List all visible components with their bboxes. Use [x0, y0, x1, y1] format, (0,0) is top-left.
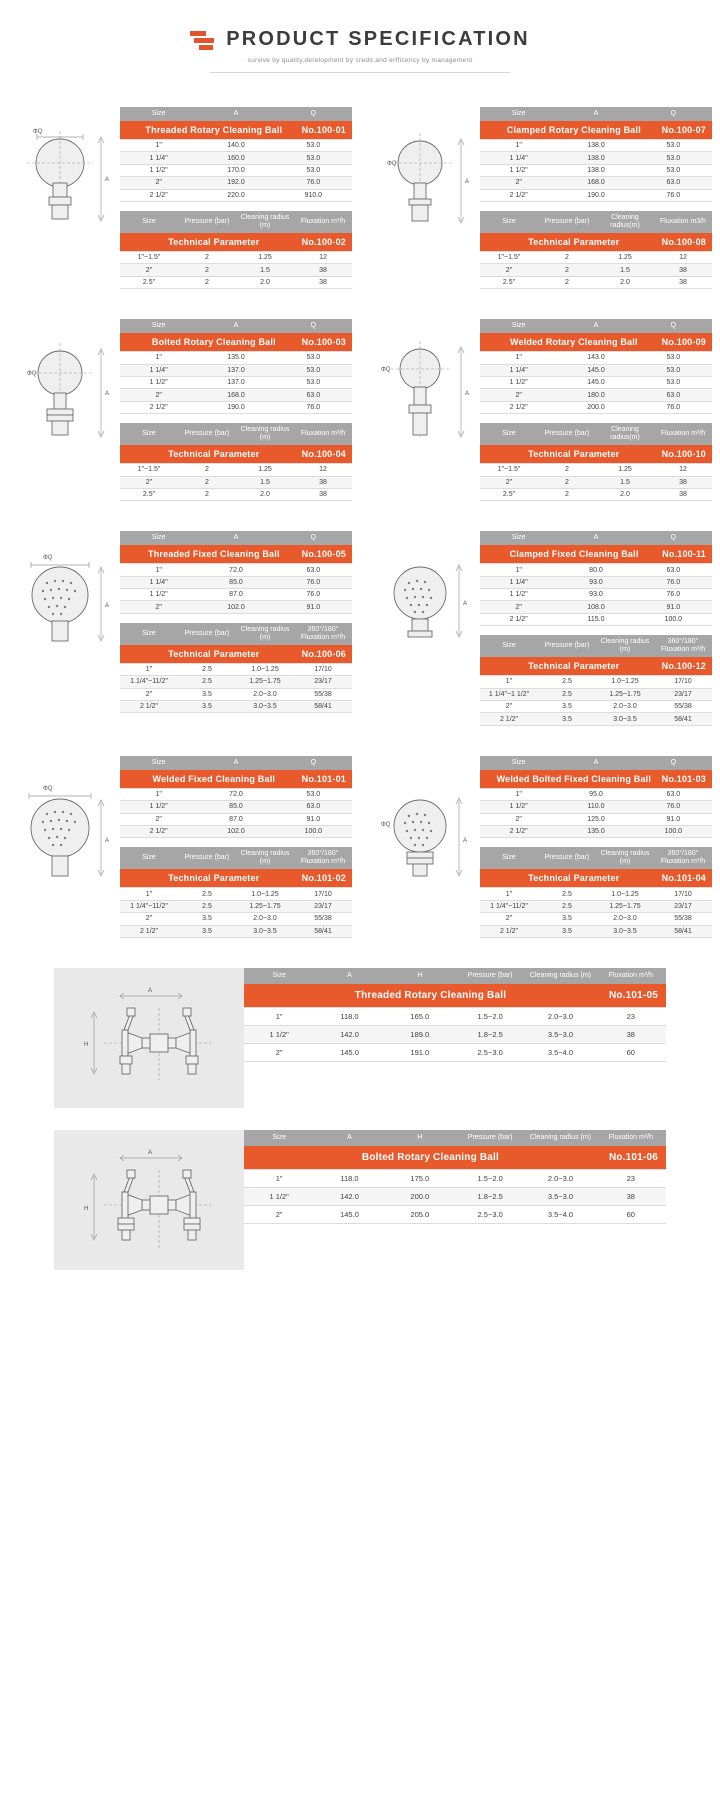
spec-table	[120, 756, 352, 839]
col-header: Size	[480, 531, 557, 545]
col-header: Size	[480, 211, 538, 233]
spec-title: Threaded Fixed Cleaning Ball	[148, 549, 280, 560]
col-header: Q	[635, 531, 712, 545]
col-header: 360°/180° Fluxation m³/h	[294, 623, 352, 645]
table-row: 2" 2 1.5 38	[480, 264, 712, 276]
table-row: 1" 95.0 63.0	[480, 788, 712, 800]
table-row: 2" 3.5 2.0~3.0 55/38	[480, 701, 712, 713]
tech-no: No.100-04	[301, 449, 346, 460]
col-header: Pressure (bar)	[178, 211, 236, 233]
tech-title: Technical Parameter	[168, 237, 260, 248]
figure-welded-bolted-fixed	[370, 756, 480, 888]
block-row-4	[0, 756, 720, 938]
table-row: 1 1/4" 138.0 53.0	[480, 152, 712, 164]
col-header: Fluxation m³/h	[596, 1130, 666, 1146]
panel-title: Bolted Rotary Cleaning Ball	[361, 1151, 500, 1163]
svg-text:A: A	[148, 987, 153, 994]
svg-text:A: A	[105, 391, 110, 398]
col-header: Fluxation m³/h	[294, 211, 352, 233]
col-header: A	[197, 107, 274, 121]
tech-table	[480, 847, 712, 938]
spec-table	[120, 319, 352, 414]
table-row: 2" 87.0 91.0	[120, 813, 352, 825]
drawing-rotary-ball	[373, 121, 477, 231]
table-row: 2 1/2" 3.5 3.0~3.5 58/41	[120, 925, 352, 937]
col-header: Size	[480, 423, 538, 445]
table-row: 2.5" 2 2.0 38	[120, 276, 352, 288]
svg-text:A: A	[463, 601, 468, 608]
col-header: Pressure (bar)	[178, 423, 236, 445]
panel-no: No.101-05	[608, 989, 658, 1001]
table-row: 1" 138.0 53.0	[480, 140, 712, 152]
figure-bolted-rotary-assembly	[54, 1130, 244, 1270]
table-row: 1 1/2" 110.0 76.0	[480, 801, 712, 813]
table-row: 2" 180.0 63.0	[480, 389, 712, 401]
col-header: Size	[480, 635, 538, 657]
tech-table	[120, 423, 352, 501]
svg-text:A: A	[465, 391, 470, 398]
col-header: A	[197, 756, 274, 770]
col-header: Cleaning radius (m)	[236, 423, 294, 445]
svg-text:ΦQ: ΦQ	[43, 555, 53, 562]
tables-threaded-fixed	[120, 531, 352, 713]
col-header: Fluxation m³/h	[596, 968, 666, 984]
spec-title: Welded Rotary Cleaning Ball	[509, 337, 638, 348]
panel-no: No.101-06	[608, 1151, 658, 1163]
spec-no: No.100-05	[301, 549, 346, 560]
table-row: 2.5" 2 2.0 38	[480, 276, 712, 288]
figure-bolted-rotary	[10, 319, 120, 445]
drawing-fixed-ball	[13, 545, 117, 655]
tables-welded-fixed	[120, 756, 352, 938]
table-row: 2 1/2" 190.0 76.0	[120, 401, 352, 413]
table-row: 1 1/2" 85.0 63.0	[120, 801, 352, 813]
table-row: 2" 102.0 91.0	[120, 601, 352, 613]
table-row: 2" 192.0 76.0	[120, 177, 352, 189]
table-row: 1" 118.0 165.0 1.5~2.0 2.0~3.0 23	[244, 1007, 666, 1025]
block-clamped-fixed-cleaning-ball	[360, 531, 720, 726]
col-header: Size	[120, 319, 197, 333]
col-header: Size	[244, 968, 314, 984]
col-header: Pressure (bar)	[178, 623, 236, 645]
col-header: Cleaning radius (m)	[236, 623, 294, 645]
svg-text:ΦQ: ΦQ	[43, 785, 53, 792]
tables-bolted-rotary	[120, 319, 352, 501]
col-header: A	[314, 1130, 384, 1146]
col-header: Pressure (bar)	[538, 635, 596, 657]
table-row: 2" 168.0 63.0	[480, 177, 712, 189]
table-row: 2" 145.0 191.0 2.5~3.0 3.5~4.0 60	[244, 1043, 666, 1061]
col-header: Size	[480, 319, 557, 333]
table-row: 2" 145.0 205.0 2.5~3.0 3.5~4.0 60	[244, 1205, 666, 1223]
col-header: Cleaning radius (m)	[525, 1130, 595, 1146]
drawing-rotary-assembly	[64, 968, 234, 1108]
tech-title: Technical Parameter	[528, 449, 620, 460]
table-row: 2" 2 1.5 38	[120, 476, 352, 488]
table-row: 2.5" 2 2.0 38	[120, 488, 352, 500]
col-header: Cleaning radius (m)	[525, 968, 595, 984]
tech-title: Technical Parameter	[168, 873, 260, 884]
col-header: A	[557, 319, 634, 333]
col-header: Cleaning radius(m)	[596, 211, 654, 233]
col-header: Q	[275, 756, 352, 770]
col-header: Cleaning radius (m)	[236, 847, 294, 869]
svg-text:ΦQ: ΦQ	[381, 367, 391, 374]
col-header: A	[557, 756, 634, 770]
spec-title: Clamped Rotary Cleaning Ball	[506, 125, 641, 136]
panel-table	[244, 1130, 666, 1224]
table-row: 2 1/2" 115.0 100.0	[480, 613, 712, 625]
table-row: 1 1/4" 145.0 53.0	[480, 364, 712, 376]
col-header: 360°/180° Fluxation m³/h	[654, 847, 712, 869]
tables-welded-bolted-fixed	[480, 756, 712, 938]
spec-title: Welded Fixed Cleaning Ball	[152, 773, 276, 784]
col-header: Fluxation m3/h	[654, 211, 712, 233]
svg-text:H: H	[84, 1041, 89, 1048]
spec-no: No.100-07	[661, 125, 706, 136]
table-row: 2" 2 1.5 38	[480, 476, 712, 488]
drawing-rotary-ball	[13, 333, 117, 445]
col-header: Q	[275, 531, 352, 545]
spec-title: Welded Bolted Fixed Cleaning Ball	[496, 773, 652, 784]
col-header: Size	[120, 623, 178, 645]
table-row: 1" 2.5 1.0~1.25 17/10	[120, 663, 352, 675]
table-row: 1" 2.5 1.0~1.25 17/10	[480, 676, 712, 688]
table-row: 1" 80.0 63.0	[480, 564, 712, 576]
panel-bolted-rotary-cleaning-ball	[54, 1130, 666, 1270]
spec-no: No.100-03	[301, 337, 346, 348]
page-header	[0, 0, 720, 73]
table-row: 2 1/2" 3.5 3.0~3.5 58/41	[480, 713, 712, 725]
svg-text:ΦQ: ΦQ	[27, 371, 37, 378]
tech-table	[480, 211, 712, 289]
block-row-2	[0, 319, 720, 501]
tables-bolted-rotary-panel	[244, 1130, 666, 1270]
col-header: Q	[275, 107, 352, 121]
spec-table	[480, 319, 712, 414]
tables-clamped-fixed	[480, 531, 712, 726]
table-row: 1 1/4" 93.0 76.0	[480, 576, 712, 588]
brand-logo-icon	[190, 29, 216, 51]
spec-title: Bolted Rotary Cleaning Ball	[151, 337, 276, 348]
col-header: Pressure (bar)	[178, 847, 236, 869]
spec-table	[480, 531, 712, 626]
figure-welded-fixed	[10, 756, 120, 888]
col-header: Size	[120, 107, 197, 121]
tech-table	[120, 847, 352, 938]
tech-title: Technical Parameter	[528, 661, 620, 672]
tech-no: No.100-06	[301, 648, 346, 659]
svg-text:A: A	[105, 603, 110, 610]
tech-table	[480, 635, 712, 726]
col-header: A	[557, 531, 634, 545]
svg-text:H: H	[84, 1205, 89, 1212]
svg-text:A: A	[463, 837, 468, 844]
table-row: 2 1/2" 220.0 910.0	[120, 189, 352, 201]
table-row: 1"~1.5" 2 1.25 12	[120, 252, 352, 264]
spec-title: Threaded Rotary Cleaning Ball	[145, 125, 283, 136]
tables-welded-rotary	[480, 319, 712, 501]
col-header: Size	[120, 211, 178, 233]
figure-welded-rotary	[370, 319, 480, 445]
col-header: A	[557, 107, 634, 121]
table-row: 2 1/2" 200.0 76.0	[480, 401, 712, 413]
tech-no: No.101-02	[301, 873, 346, 884]
col-header: H	[385, 968, 455, 984]
col-header: Pressure (bar)	[455, 1130, 525, 1146]
svg-text:A: A	[105, 837, 110, 844]
drawing-fixed-ball	[373, 545, 477, 655]
table-row: 1 1/4" 137.0 53.0	[120, 364, 352, 376]
tables-threaded-rotary-panel	[244, 968, 666, 1108]
col-header: Q	[635, 756, 712, 770]
spec-table	[120, 531, 352, 614]
col-header: Cleaning radius (m)	[236, 211, 294, 233]
col-header: Size	[480, 107, 557, 121]
col-header: Size	[120, 756, 197, 770]
svg-text:A: A	[465, 179, 470, 185]
table-row: 1" 135.0 53.0	[120, 352, 352, 364]
page-title: PRODUCT SPECIFICATION	[226, 28, 530, 50]
table-row: 1"~1.5" 2 1.25 12	[480, 464, 712, 476]
spec-table	[480, 107, 712, 202]
spec-no: No.101-01	[301, 773, 346, 784]
svg-text:ΦQ: ΦQ	[387, 161, 397, 167]
col-header: Cleaning radius (m)	[596, 635, 654, 657]
tables-threaded-rotary	[120, 107, 352, 289]
col-header: A	[197, 531, 274, 545]
block-threaded-rotary-cleaning-ball	[0, 107, 360, 289]
block-threaded-fixed-cleaning-ball	[0, 531, 360, 726]
table-row: 1 1/2" 137.0 53.0	[120, 376, 352, 388]
table-row: 2" 3.5 2.0~3.0 55/38	[120, 688, 352, 700]
table-row: 1" 2.5 1.0~1.25 17/10	[480, 888, 712, 900]
spec-no: No.100-11	[662, 549, 706, 560]
spec-no: No.101-03	[661, 773, 706, 784]
col-header: Pressure (bar)	[455, 968, 525, 984]
table-row: 2 1/2" 3.5 3.0~3.5 58/41	[480, 925, 712, 937]
panel-title: Threaded Rotary Cleaning Ball	[354, 989, 507, 1001]
tech-title: Technical Parameter	[168, 648, 260, 659]
svg-text:ΦQ: ΦQ	[381, 821, 391, 828]
svg-text:ΦQ: ΦQ	[33, 129, 43, 135]
spec-title: Clamped Fixed Cleaning Ball	[509, 549, 639, 560]
col-header: Pressure (bar)	[538, 423, 596, 445]
figure-clamped-rotary	[370, 107, 480, 231]
table-row: 1 1/2" 93.0 76.0	[480, 589, 712, 601]
spec-table	[480, 756, 712, 839]
tech-table	[480, 423, 712, 501]
tech-table	[120, 623, 352, 714]
block-bolted-rotary-cleaning-ball	[0, 319, 360, 501]
table-row: 1"~1.5" 2 1.25 12	[480, 252, 712, 264]
table-row: 1 1/4"~11/2" 2.5 1.25~1.75 23/17	[120, 900, 352, 912]
tables-clamped-rotary	[480, 107, 712, 289]
block-welded-bolted-fixed-cleaning-ball	[360, 756, 720, 938]
col-header: 360°/180° Fluxation m³/h	[294, 847, 352, 869]
col-header: Size	[120, 423, 178, 445]
col-header: Fluxation m³/h	[654, 423, 712, 445]
drawing-rotary-ball	[13, 121, 117, 231]
table-row: 1 1/2" 87.0 76.0	[120, 589, 352, 601]
table-row: 1" 118.0 175.0 1.5~2.0 2.0~3.0 23	[244, 1169, 666, 1187]
table-row: 2 1/2" 102.0 100.0	[120, 825, 352, 837]
col-header: 360°/180° Fluxation m³/h	[654, 635, 712, 657]
table-row: 1 1/4" 85.0 76.0	[120, 576, 352, 588]
table-row: 1 1/2" 142.0 200.0 1.8~2.5 3.5~3.0 38	[244, 1187, 666, 1205]
table-row: 1 1/4"~11/2" 2.5 1.25~1.75 23/17	[480, 900, 712, 912]
table-row: 1" 143.0 53.0	[480, 352, 712, 364]
block-welded-rotary-cleaning-ball	[360, 319, 720, 501]
col-header: Size	[120, 531, 197, 545]
tech-no: No.100-12	[661, 661, 706, 672]
drawing-fixed-ball	[13, 770, 117, 888]
tech-title: Technical Parameter	[168, 449, 260, 460]
table-row: 2" 168.0 63.0	[120, 389, 352, 401]
col-header: Cleaning radius(m)	[596, 423, 654, 445]
table-row: 1.1/4"~11/2" 2.5 1.25~1.75 23/17	[120, 676, 352, 688]
col-header: A	[314, 968, 384, 984]
table-row: 2 1/2" 135.0 100.0	[480, 825, 712, 837]
tech-title: Technical Parameter	[528, 873, 620, 884]
table-row: 1" 72.0 63.0	[120, 564, 352, 576]
table-row: 2" 3.5 2.0~3.0 55/38	[480, 913, 712, 925]
table-row: 2 1/2" 190.0 76.0	[480, 189, 712, 201]
table-row: 1 1/2" 138.0 53.0	[480, 164, 712, 176]
drawing-rotary-assembly	[64, 1130, 234, 1270]
figure-threaded-rotary-assembly	[54, 968, 244, 1108]
table-row: 1 1/2" 145.0 53.0	[480, 376, 712, 388]
tech-no: No.101-04	[661, 873, 706, 884]
block-row-1	[0, 107, 720, 289]
table-row: 1"~1.5" 2 1.25 12	[120, 464, 352, 476]
figure-threaded-fixed	[10, 531, 120, 655]
table-row: 1" 140.0 53.0	[120, 140, 352, 152]
col-header: Size	[120, 847, 178, 869]
col-header: Size	[480, 847, 538, 869]
tech-no: No.100-08	[661, 237, 706, 248]
table-row: 1" 2.5 1.0~1.25 17/10	[120, 888, 352, 900]
col-header: A	[197, 319, 274, 333]
figure-threaded-rotary	[10, 107, 120, 231]
tech-no: No.100-10	[661, 449, 706, 460]
drawing-rotary-ball	[373, 333, 477, 445]
col-header: Fluxation m³/h	[294, 423, 352, 445]
col-header: Pressure (bar)	[538, 211, 596, 233]
col-header: Q	[635, 107, 712, 121]
table-row: 2" 108.0 91.0	[480, 601, 712, 613]
table-row: 1 1/4" 160.0 53.0	[120, 152, 352, 164]
table-row: 2" 125.0 91.0	[480, 813, 712, 825]
col-header: Q	[635, 319, 712, 333]
figure-clamped-fixed	[370, 531, 480, 655]
spec-no: No.100-01	[301, 125, 346, 136]
table-row: 1 1/2" 170.0 53.0	[120, 164, 352, 176]
bottom-panels	[0, 968, 720, 1270]
col-header: Cleaning radius (m)	[596, 847, 654, 869]
spec-no: No.100-09	[661, 337, 706, 348]
header-divider	[210, 72, 510, 73]
block-clamped-rotary-cleaning-ball	[360, 107, 720, 289]
col-header: H	[385, 1130, 455, 1146]
svg-text:A: A	[148, 1149, 153, 1156]
col-header: Size	[244, 1130, 314, 1146]
block-welded-fixed-cleaning-ball	[0, 756, 360, 938]
block-row-3	[0, 531, 720, 726]
col-header: Size	[480, 756, 557, 770]
col-header: Q	[275, 319, 352, 333]
tech-table	[120, 211, 352, 289]
drawing-fixed-ball	[373, 770, 477, 888]
specification-blocks	[0, 107, 720, 938]
col-header: Pressure (bar)	[538, 847, 596, 869]
panel-threaded-rotary-cleaning-ball	[54, 968, 666, 1108]
table-row: 1" 72.0 53.0	[120, 788, 352, 800]
table-row: 1 1/4"~1 1/2" 2.5 1.25~1.75 23/17	[480, 688, 712, 700]
table-row: 2 1/2" 3.5 3.0~3.5 58/41	[120, 701, 352, 713]
page-subtitle: survive by quality,derelopment by credit,and erfficency by management	[247, 57, 473, 64]
tech-no: No.100-02	[301, 237, 346, 248]
table-row: 2" 3.5 2.0~3.0 55/38	[120, 913, 352, 925]
svg-text:A: A	[105, 177, 110, 183]
table-row: 2.5" 2 2.0 38	[480, 488, 712, 500]
table-row: 1 1/2" 142.0 189.0 1.8~2.5 3.5~3.0 38	[244, 1025, 666, 1043]
tech-title: Technical Parameter	[528, 237, 620, 248]
table-row: 2" 2 1.5 38	[120, 264, 352, 276]
spec-table	[120, 107, 352, 202]
panel-table	[244, 968, 666, 1062]
